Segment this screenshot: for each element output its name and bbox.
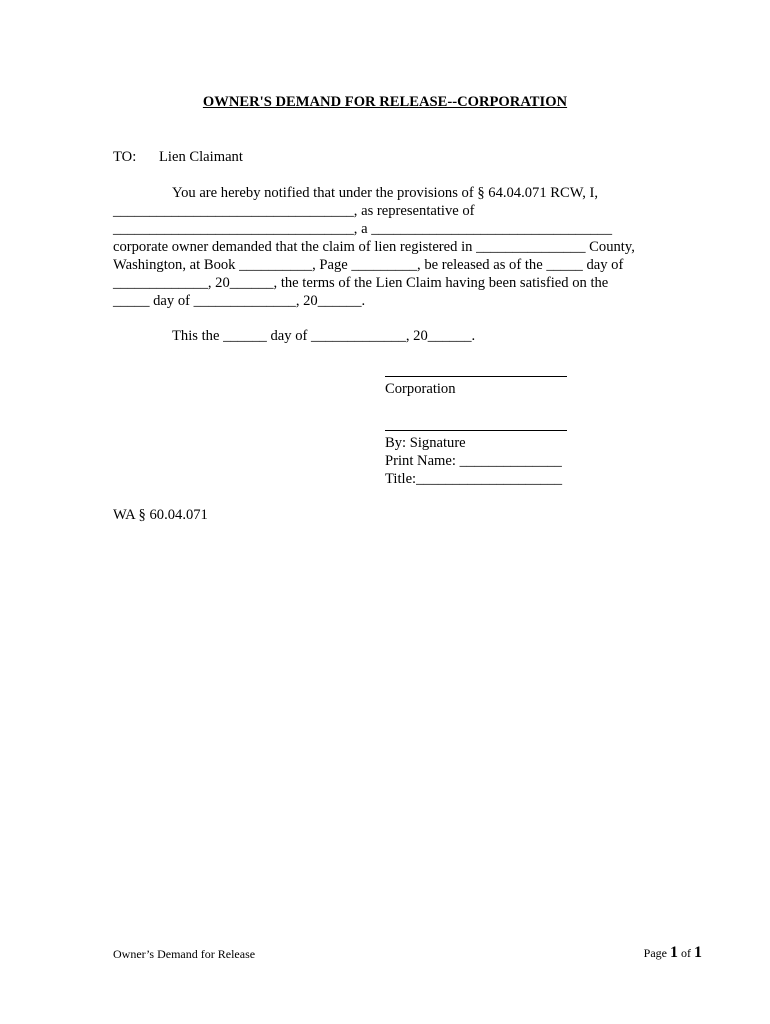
dated-line: This the ______ day of _____________, 20______.: [172, 328, 476, 344]
footer-page-word: Page: [643, 946, 670, 960]
footer-page-number: [644, 944, 702, 962]
body-line-1: You are hereby notified that under the provisions of § 64.04.071 RCW, I,: [172, 185, 599, 201]
footer-of-word: of: [678, 946, 694, 960]
corporation-signature-line: [385, 376, 567, 377]
by-signature-label: By: Signature: [385, 435, 466, 451]
footer-page-total: 1: [694, 944, 702, 961]
body-line-5: Washington, at Book __________, Page _________, be released as of the _____ day of: [113, 257, 624, 273]
to-label: TO:: [113, 149, 137, 165]
citation: WA § 60.04.071: [113, 507, 208, 523]
body-line-7: _____ day of ______________, 20______.: [113, 293, 366, 309]
print-name-line: Print Name: ______________: [385, 453, 562, 469]
document-title: OWNER'S DEMAND FOR RELEASE--CORPORATION: [202, 94, 568, 110]
footer-document-name: Owner’s Demand for Release: [113, 947, 256, 961]
body-line-4: corporate owner demanded that the claim of lien registered in _______________ County,: [113, 239, 635, 255]
by-signature-line: [385, 430, 567, 431]
footer-page-num: 1: [670, 944, 678, 961]
title-line: Title:____________________: [385, 471, 563, 487]
body-line-6: _____________, 20______, the terms of the Lien Claim having been satisfied on the: [113, 275, 609, 291]
body-line-3: _________________________________, a _________________________________: [113, 221, 613, 237]
to-value: Lien Claimant: [159, 149, 243, 165]
body-line-2: _________________________________, as representative of: [113, 203, 475, 219]
corporation-label: Corporation: [385, 381, 456, 397]
